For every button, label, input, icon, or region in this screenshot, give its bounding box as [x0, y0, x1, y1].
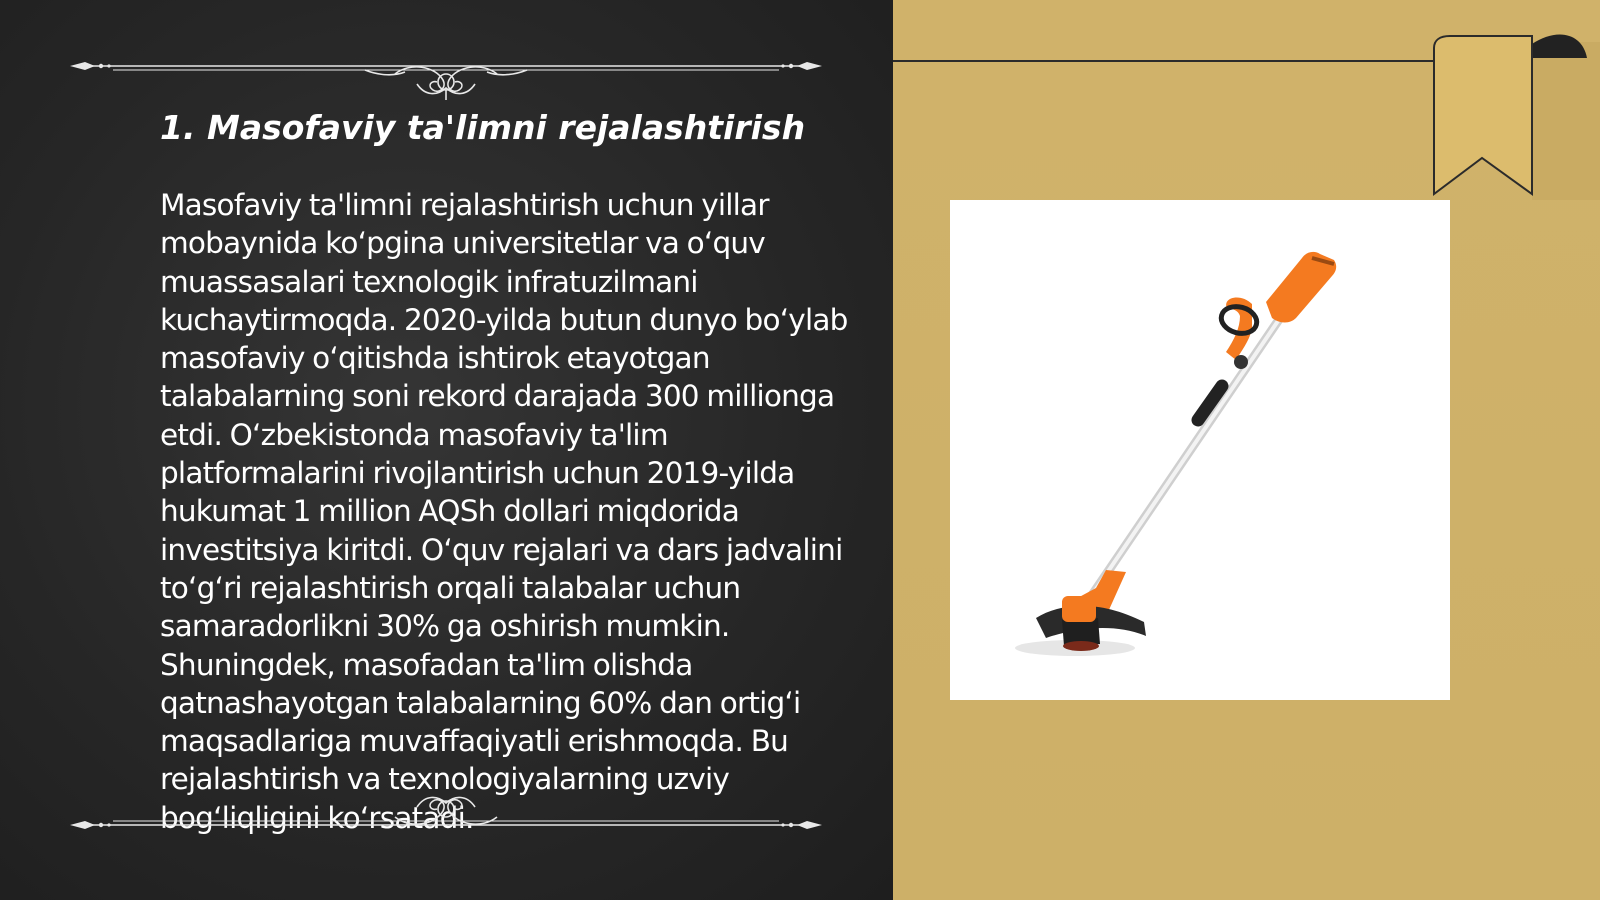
bookmark-ribbon-decoration [1432, 34, 1600, 200]
ornament-divider-top [65, 40, 827, 100]
slide-title: 1. Masofaviy ta'limni rejalashtirish [160, 108, 806, 147]
string-trimmer-icon [950, 200, 1450, 700]
product-photo [950, 200, 1450, 700]
slide-body-text: Masofaviy ta'limni rejalashtirish uchun yillar mobaynida ko‘pgina universitetlar va o‘quv muassasalari texnologik infratuzilmani kuchaytirmoqda. 2020-yilda butun dunyo bo‘ylab masofaviy o‘qitishda ishtirok etayotgan talabalarning soni rekord darajada 300 millionga etdi. O‘zbekistonda masofaviy ta'lim platformalarini rivojlantirish uchun 2019-yilda hukumat 1 million AQSh dollari miqdorida investitsiya kiritdi. O‘quv rejalari va dars jadvalini to‘g‘ri rejalashtirish orqali talabalar uchun samaradorlikni 30% ga oshirish mumkin. Shuningdek, masofadan ta'lim olishda qatnashayotgan talabalarning 60% dan ortig‘i maqsadlariga muvaffaqiyatli erishmoqda. Bu rejalashtirish va texnologiyalarning uzviy bog‘liqligini ko‘rsatadi. [160, 188, 848, 835]
ornament-divider-bottom [65, 775, 827, 835]
